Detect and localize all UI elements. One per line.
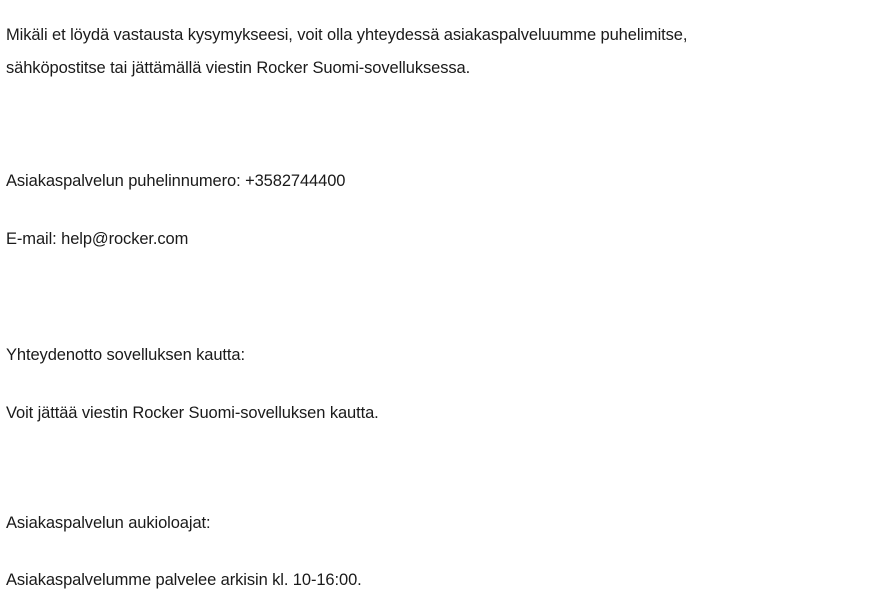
intro-text-line-1: Mikäli et löydä vastausta kysymykseesi, voit olla yhteydessä asiakaspalveluumme puhelimitse, xyxy=(6,26,688,44)
app-contact-text: Voit jättää viestin Rocker Suomi-sovelluksen kautta. xyxy=(6,404,379,422)
phone-row xyxy=(6,171,345,191)
email-row xyxy=(6,229,188,249)
opening-hours-text: Asiakaspalvelumme palvelee arkisin kl. 10-16:00. xyxy=(6,571,362,589)
phone-label: Asiakaspalvelun puhelinnumero: xyxy=(6,172,246,190)
email-address-link[interactable]: help@rocker.com xyxy=(61,230,189,248)
phone-number-link[interactable]: +3582744400 xyxy=(245,172,346,190)
email-label: E-mail: xyxy=(6,230,62,248)
opening-hours-heading: Asiakaspalvelun aukioloajat: xyxy=(6,514,211,532)
intro-text-line-2: sähköpostitse tai jättämällä viestin Rocker Suomi-sovelluksessa. xyxy=(6,59,471,77)
app-contact-heading: Yhteydenotto sovelluksen kautta: xyxy=(6,346,245,364)
